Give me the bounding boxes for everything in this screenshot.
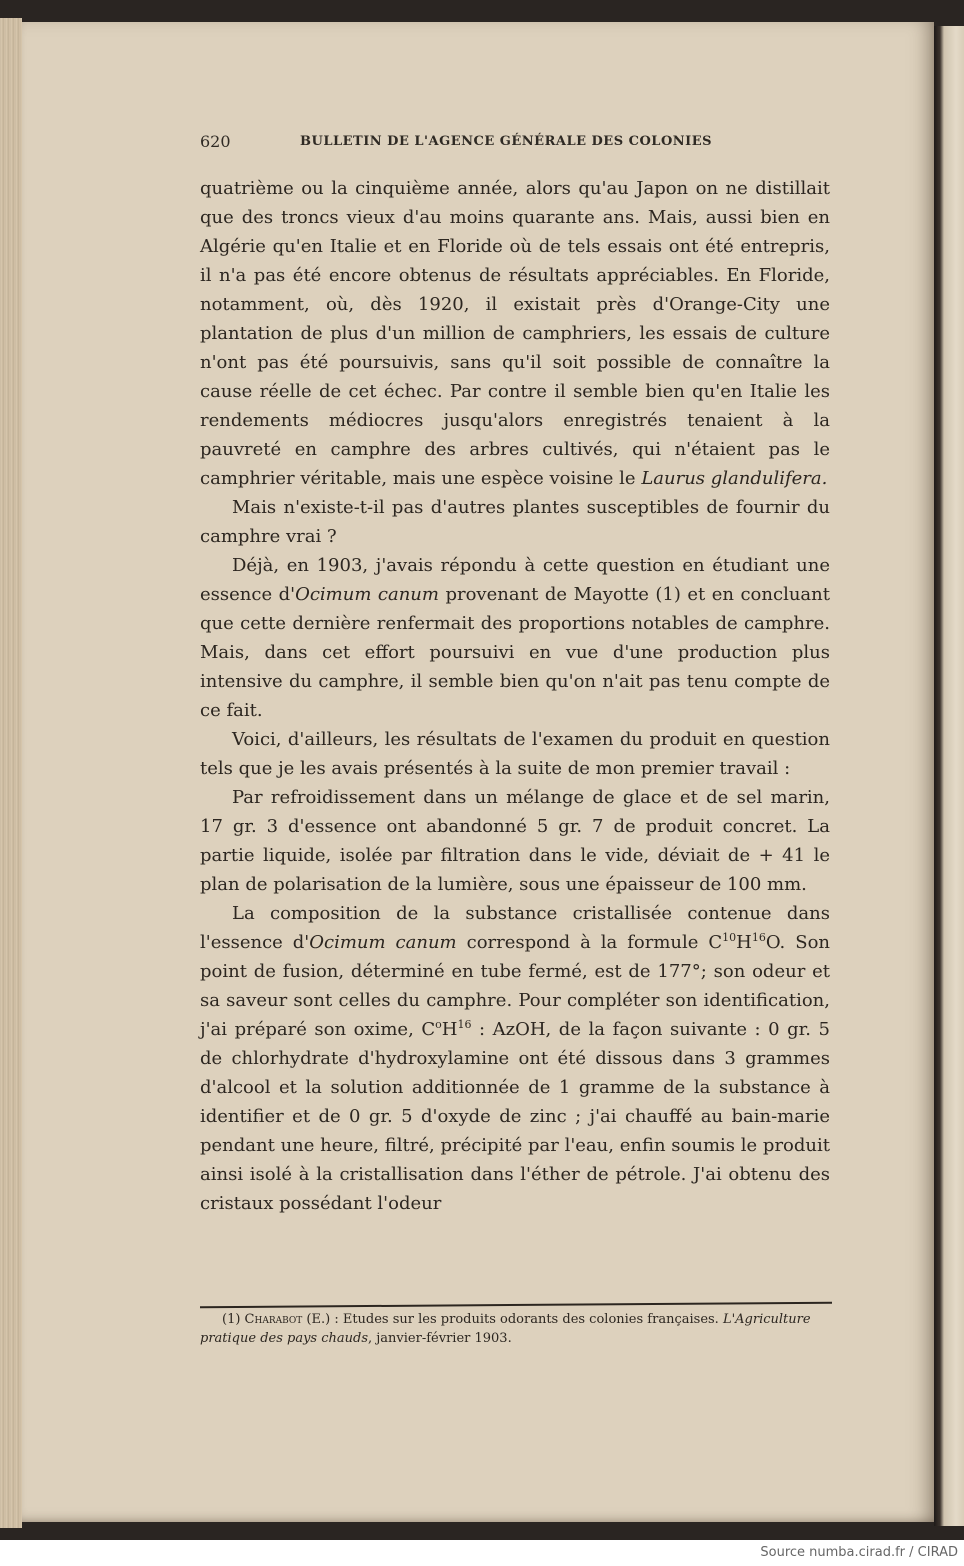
page-number: 620 bbox=[200, 132, 231, 151]
body-text bbox=[200, 174, 830, 1218]
footnote-line: (1) Charabot (E.) : Etudes sur les produits odorants des colonies françaises. L'Agriculture pratique des pays chauds, janvier-février 1903. bbox=[200, 1312, 811, 1346]
book-page-edges bbox=[0, 18, 22, 1528]
running-title: BULLETIN DE L'AGENCE GÉNÉRALE DES COLONIES bbox=[300, 134, 713, 149]
paragraph-5: Par refroidissement dans un mélange de glace et de sel marin, 17 gr. 3 d'essence ont abandonné 5 gr. 7 de produit concret. La partie liquide, isolée par filtration dans le vide, déviait de + 41 le plan de polarisation de la lumière, sous une épaisseur de 100 mm. bbox=[200, 787, 830, 895]
paragraph-6: La composition de la substance cristallisée contenue dans l'essence d'Ocimum canum correspond à la formule $C^{10}H^{16}O$. Son point de fusion, déterminé en tube fermé, est de 177°; son odeur et sa saveur sont celles du camphre. Pour compléter son identification, j'ai préparé son oxime, $C^oH^{16}$ : AzOH, de la façon suivante : 0 gr. 5 de chlorhydrate d'hydroxylamine ont été dissous dans 3 grammes d'alcool et la solution additionnée de 1 gramme de la substance à identifier et de 0 gr. 5 d'oxyde de zinc ; j'ai chauffé au bain-marie pendant une heure, filtré, précipité par l'eau, enfin soumis le produit ainsi isolé à la cristallisation dans l'éther de pétrole. J'ai obtenu des cristaux possédant l'odeur bbox=[200, 903, 831, 1214]
book-binding-edge bbox=[934, 26, 964, 1526]
paragraph-1: quatrième ou la cinquième année, alors qu'au Japon on ne distillait que des troncs vieux d'au moins quarante ans. Mais, aussi bien en Algérie qu'en Italie et en Floride où de tels essais ont été entrepris, il n'a pas été encore obtenus de résultats appréciables. En Floride, notamment, où, dès 1920, il existait près d'Orange-City une plantation de plus d'un million de camphriers, les essais de culture n'ont pas été poursuivis, sans qu'il soit possible de connaître la cause réelle de cet échec. Par contre il semble bien qu'en Italie les rendements médiocres jusqu'alors enregistrés tenaient à la pauvreté en camphre des arbres cultivés, qui n'étaient pas le camphrier véritable, mais une espèce voisine le Laurus glandulifera. bbox=[200, 178, 830, 489]
source-credit: Source numba.cirad.fr / CIRAD bbox=[760, 1545, 958, 1560]
footnote bbox=[200, 1310, 832, 1348]
page-header bbox=[200, 132, 830, 154]
paragraph-3: Déjà, en 1903, j'avais répondu à cette question en étudiant une essence d'Ocimum canum provenant de Mayotte (1) et en concluant que cette dernière renfermait des proportions notables de camphre. Mais, dans cet effort poursuivi en vue d'une production plus intensive du camphre, il semble bien qu'on n'ait pas tenu compte de ce fait. bbox=[200, 555, 830, 721]
paragraph-4: Voici, d'ailleurs, les résultats de l'examen du produit en question tels que je les avais présentés à la suite de mon premier travail : bbox=[200, 729, 830, 779]
paragraph-2: Mais n'existe-t-il pas d'autres plantes susceptibles de fournir du camphre vrai ? bbox=[200, 497, 830, 547]
